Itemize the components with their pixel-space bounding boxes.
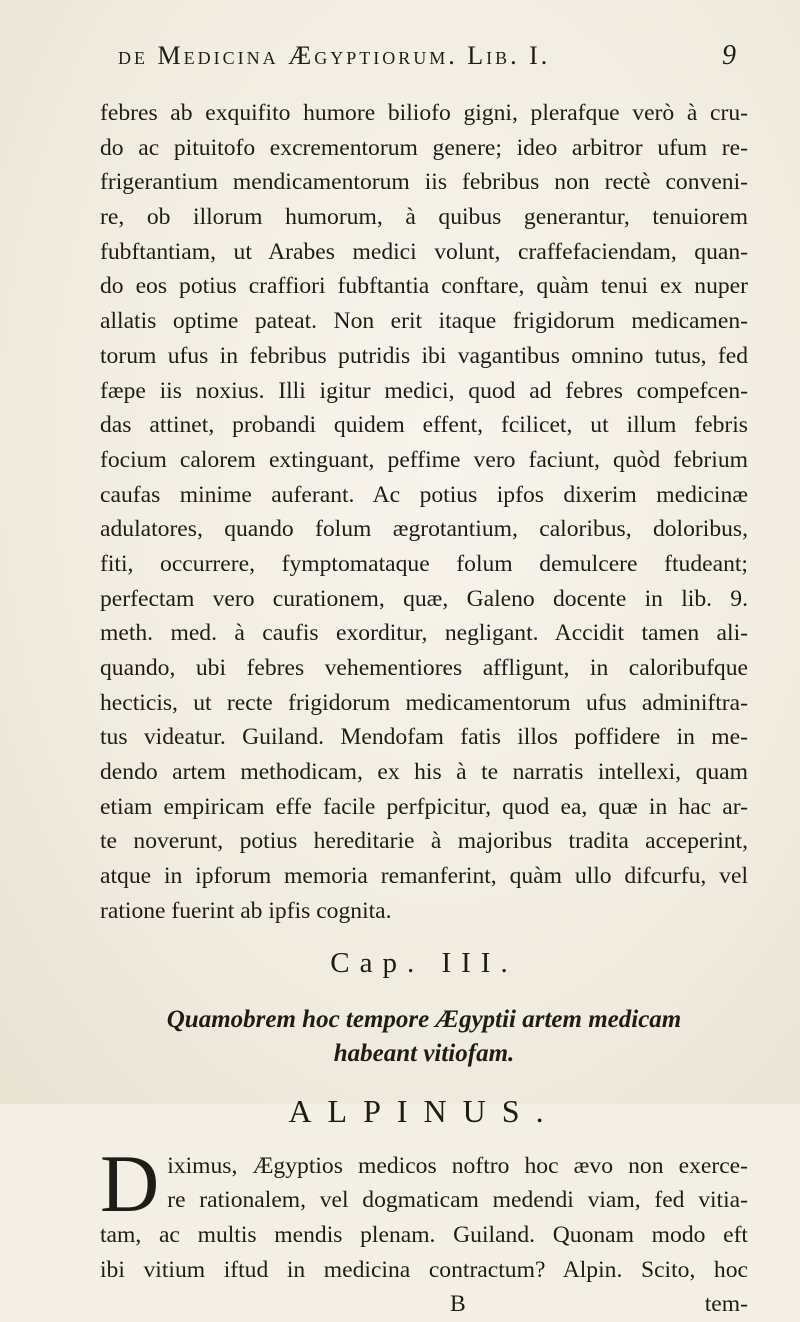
text-line: torum ufus in febribus putridis ibi vagantibus omnino tutus, fed bbox=[100, 342, 748, 369]
text-line: te noverunt, potius hereditarie à majoribus tradita acceperint, bbox=[100, 828, 748, 855]
text-line: focium calorem extinguant, peffime vero faciunt, quòd febrium bbox=[100, 446, 748, 473]
text-line: fiti, occurrere, fymptomataque folum demulcere ftudeant; bbox=[100, 550, 748, 577]
running-head bbox=[100, 40, 748, 84]
chapter-heading: Cap. III. bbox=[330, 946, 518, 979]
text-line: re, ob illorum humorum, à quibus generantur, tenuiorem bbox=[100, 204, 748, 231]
text-line: dendo artem methodicam, ex his à te narratis intellexi, quam bbox=[100, 759, 748, 786]
signature-mark: B bbox=[450, 1291, 466, 1318]
text-line: iximus, Ægyptios medicos noftro hoc ævo non exerce- bbox=[167, 1152, 748, 1179]
chapter-title bbox=[100, 1003, 748, 1071]
chapter-title-line: habeant vitiofam. bbox=[333, 1039, 515, 1067]
text-line: re rationalem, vel dogmaticam medendi viam, fed vitia- bbox=[167, 1187, 748, 1214]
text-line: ibi vitium iftud in medicina contractum? Alpin. Scito, hoc bbox=[100, 1256, 748, 1283]
text-line: ratione fuerint ab ipfis cognita. bbox=[100, 897, 392, 924]
text-line: tam, ac multis mendis plenam. Guiland. Quonam modo eft bbox=[100, 1221, 748, 1248]
text-line: fubftantiam, ut Arabes medici volunt, craffefaciendam, quan- bbox=[100, 238, 748, 265]
paragraph-2 bbox=[100, 1137, 748, 1288]
speaker-name: ALPINUS. bbox=[288, 1092, 560, 1129]
drop-cap: D bbox=[100, 1137, 160, 1229]
text-line: do ac pituitofo excrementorum genere; ideo arbitror ufum re- bbox=[100, 134, 748, 161]
chapter-title-line: Quamobrem hoc tempore Ægyptii artem medicam bbox=[166, 1005, 682, 1033]
running-head-title: de Medicina Ægyptiorum. Lib. I. bbox=[118, 41, 551, 70]
text-line: frigerantium mendicamentorum iis febribus non rectè conveni- bbox=[100, 169, 748, 196]
text-line: quando, ubi febres vehementiores affligunt, in caloribufque bbox=[100, 655, 748, 681]
text-line: perfectam vero curationem, quæ, Galeno docente in lib. 9. bbox=[100, 585, 748, 612]
catchline bbox=[100, 1287, 748, 1322]
text-line: hecticis, ut recte frigidorum medicamentorum ufus adminiftra- bbox=[100, 689, 748, 716]
text-line: meth. med. à caufis exorditur, negligant. Accidit tamen ali- bbox=[100, 620, 748, 647]
text-line: das attinet, probandi quidem effent, fcilicet, ut illum febris bbox=[100, 412, 748, 439]
text-line: caufas minime auferant. Ac potius ipfos dixerim medicinæ bbox=[100, 481, 748, 508]
text-line: atque in ipforum memoria remanferint, quàm ullo difcurfu, vel bbox=[100, 863, 748, 890]
text-line: allatis optime pateat. Non erit itaque frigidorum medicamen- bbox=[100, 308, 748, 335]
text-line: fæpe iis noxius. Illi igitur medici, quod ad febres compefcen- bbox=[100, 377, 748, 404]
text-line: febres ab exquifito humore biliofo gigni, plerafque verò à cru- bbox=[100, 100, 748, 126]
page-number: 9 bbox=[722, 40, 738, 71]
text-line: adulatores, quando folum ægrotantium, caloribus, doloribus, bbox=[100, 516, 748, 543]
text-line: tus videatur. Guiland. Mendofam fatis illos poffidere in me- bbox=[100, 724, 748, 751]
paragraph-1 bbox=[100, 96, 748, 929]
text-line: etiam empiricam effe facile perfpicitur, quod ea, quæ in hac ar- bbox=[100, 793, 748, 820]
text-line: do eos potius craffiori fubftantia conftare, quàm tenui ex nuper bbox=[100, 273, 748, 300]
catchword: tem- bbox=[704, 1291, 748, 1318]
